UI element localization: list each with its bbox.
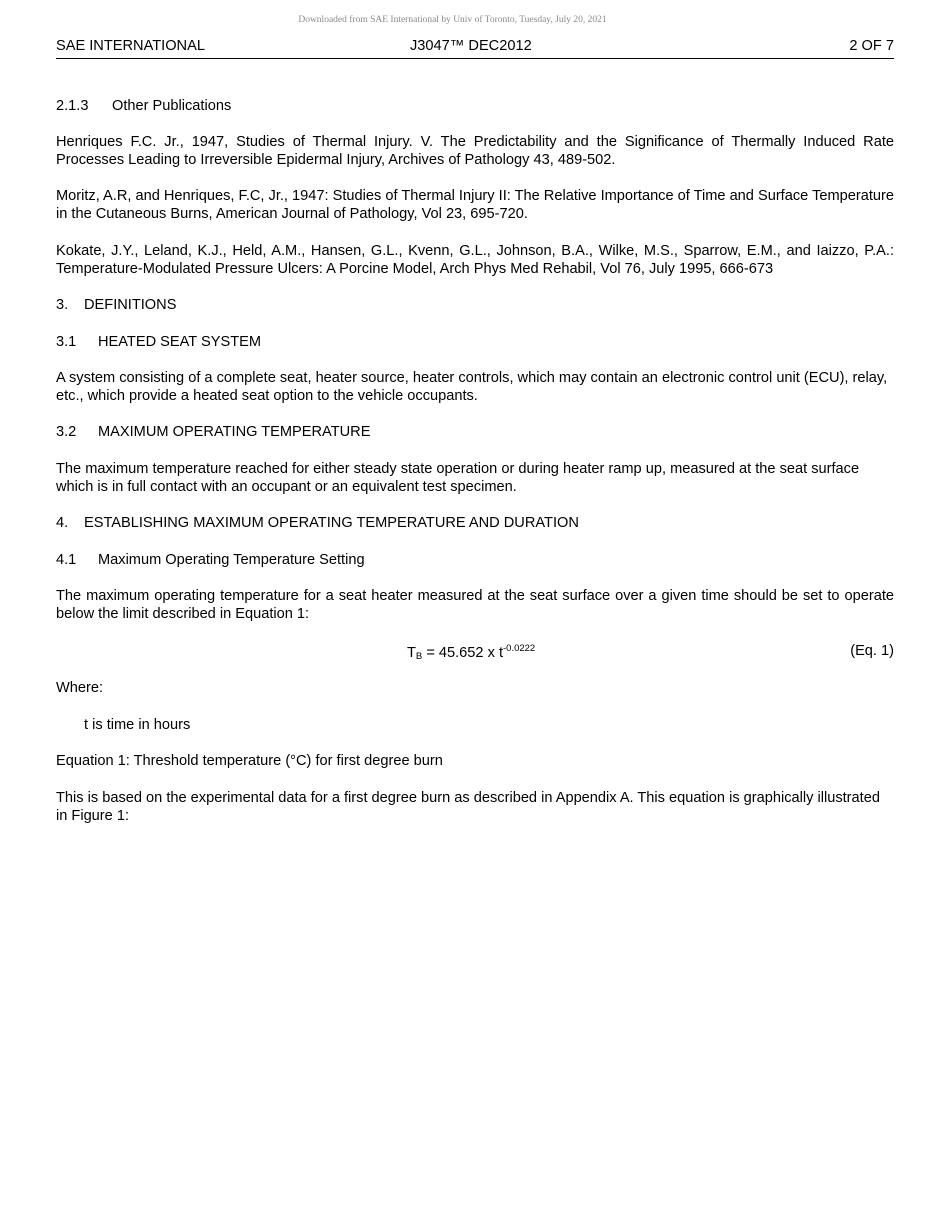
reference-kokate: Kokate, J.Y., Leland, K.J., Held, A.M., Hansen, G.L., Kvenn, G.L., Johnson, B.A., Wilke, M.S., Sparrow, E.M., and Iaizzo, P.A.: Temperature-Modulated Pressure Ulcers: A Porcine Model, Arch Phys Med Rehabil, Vol 76, July 1995, 666-673 xyxy=(56,243,894,277)
equation-1 xyxy=(56,643,894,663)
section-number: 3.2 xyxy=(56,424,77,440)
header-page-number: 2 OF 7 xyxy=(849,38,894,54)
download-watermark: Downloaded from SAE International by Univ of Toronto, Tuesday, July 20, 2021 xyxy=(298,15,607,25)
equation-lhs-subscript: B xyxy=(415,651,423,662)
page-header xyxy=(56,38,894,59)
section-number: 4. xyxy=(56,515,69,531)
section-title: ESTABLISHING MAXIMUM OPERATING TEMPERATURE AND DURATION xyxy=(84,515,579,531)
section-title: MAXIMUM OPERATING TEMPERATURE xyxy=(98,424,371,440)
header-organization: SAE INTERNATIONAL xyxy=(56,38,205,54)
section-3-heading xyxy=(56,296,894,314)
equation-lhs: T xyxy=(407,645,416,661)
section-title: Other Publications xyxy=(112,98,232,114)
section-2-1-3-heading xyxy=(56,97,894,115)
section-title: HEATED SEAT SYSTEM xyxy=(98,334,261,350)
section-4-1-body: The maximum operating temperature for a seat heater measured at the seat surface over a given time should be set to operate below the limit described in Equation 1: xyxy=(56,588,894,622)
equation-formula xyxy=(407,643,535,662)
section-3-2-heading xyxy=(56,423,894,441)
reference-henriques: Henriques F.C. Jr., 1947, Studies of Thermal Injury. V. The Predictability and the Significance of Thermally Induced Rate Processes Leading to Irreversible Epidermal Injury, Archives of Pathology 43, 489-502. xyxy=(56,134,894,168)
reference-moritz: Moritz, A.R, and Henriques, F.C, Jr., 1947: Studies of Thermal Injury II: The Relative Importance of Time and Surface Temperature in the Cutaneous Burns, American Journal of Pathology, Vol 23, 695-720. xyxy=(56,188,894,222)
section-4-1-heading xyxy=(56,551,894,569)
section-number: 4.1 xyxy=(56,552,77,568)
section-title: DEFINITIONS xyxy=(84,297,177,313)
equation-exponent: -0.0222 xyxy=(503,643,536,654)
where-label: Where: xyxy=(56,680,104,696)
section-4-heading xyxy=(56,514,894,532)
section-title: Maximum Operating Temperature Setting xyxy=(98,552,365,568)
header-document-id: J3047™ DEC2012 xyxy=(410,38,532,54)
closing-paragraph: This is based on the experimental data for a first degree burn as described in Appendix A. This equation is graphically illustrated in Figure 1: xyxy=(56,790,880,824)
section-3-1-body: A system consisting of a complete seat, heater source, heater controls, which may contain an electronic control unit (ECU), relay, etc., which provide a heated seat option to the vehicle occupants. xyxy=(56,370,888,404)
section-number: 3. xyxy=(56,297,69,313)
section-3-2-body: The maximum temperature reached for either steady state operation or during heater ramp up, measured at the seat surface which is in full contact with an occupant or an equivalent test specimen. xyxy=(56,461,860,495)
equation-rhs: = 45.652 x t xyxy=(422,645,503,661)
where-definition-t: t is time in hours xyxy=(84,717,191,733)
equation-label: (Eq. 1) xyxy=(850,643,894,659)
section-number: 2.1.3 xyxy=(56,98,89,114)
equation-caption: Equation 1: Threshold temperature (°C) for first degree burn xyxy=(56,753,443,769)
section-3-1-heading xyxy=(56,333,894,351)
section-number: 3.1 xyxy=(56,334,77,350)
